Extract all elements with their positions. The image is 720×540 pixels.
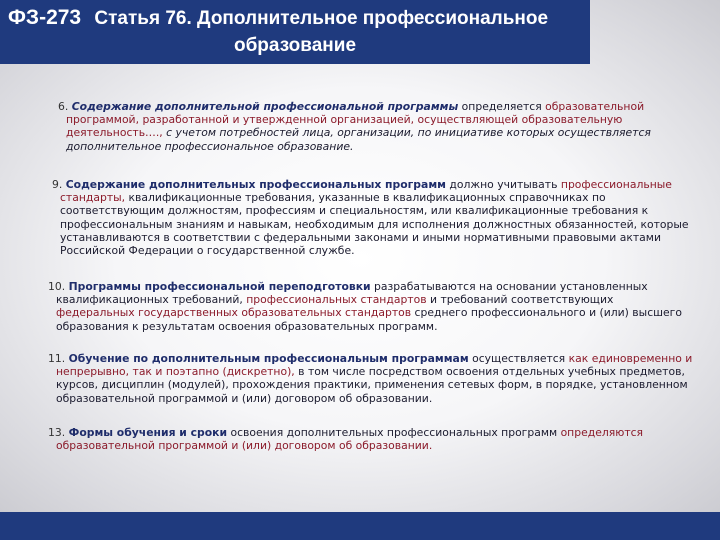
paragraph-highlight: образовательной программой, разработанной и утвержденной организацией, осуществляющей образовательную деятельность….,: [66, 100, 645, 140]
paragraph-heading: Содержание дополнительной профессиональной программы: [71, 100, 459, 113]
paragraph-number: 13.: [48, 426, 66, 439]
paragraph-highlight: определяются образовательной программой и (или) договором об образовании.: [56, 426, 644, 453]
law-code: ФЗ-273: [8, 6, 82, 29]
paragraph-6: [58, 100, 688, 153]
paragraph-heading: Формы обучения и сроки: [68, 426, 228, 439]
paragraph-highlight: профессиональные стандарты,: [60, 178, 672, 205]
paragraph-number: 9.: [52, 178, 63, 191]
paragraph-number: 10.: [48, 280, 66, 293]
paragraph-text: разрабатываются на основании установленных квалификационных требований,: [56, 280, 648, 307]
paragraph-heading: Программы профессиональной переподготовки: [68, 280, 371, 293]
paragraph-highlight: как единовременно и непрерывно, так и поэтапно (дискретно),: [56, 352, 693, 379]
article-number: Статья 76.: [94, 8, 192, 29]
paragraph-heading: Обучение по дополнительным профессиональным программам: [68, 352, 469, 365]
slide-title-line2: образование: [233, 35, 357, 56]
paragraph-number: 6.: [58, 100, 69, 113]
paragraph-text: в том числе посредством освоения отдельных учебных предметов, курсов, дисциплин (модулей), прохождения практики, применения сетевых форм, в порядке, установленном образовательной программой и (или) договором об образовании.: [56, 365, 688, 405]
paragraph-text: и требований соответствующих: [426, 293, 614, 307]
paragraph-10: [48, 280, 688, 333]
paragraph-text: освоения дополнительных профессиональных программ: [227, 426, 561, 439]
paragraph-text: должно учитывать: [445, 178, 561, 191]
paragraph-11: [48, 352, 696, 405]
paragraph-text: определяется: [458, 100, 546, 113]
paragraph-text: среднего профессионального и (или) высшего образования к результатам освоения образовательных программ.: [56, 306, 682, 333]
paragraph-text: квалификационные требования, указанные в квалификационных справочниках по соответствующим должностям, профессиям и специальностям, или квалификационные требования к профессиональным знаниям и навыкам, необходимым для исполнения должностных обязанностей, которые устанавливаются в соответствии с федеральными законами и иными нормативными правовыми актами Российской Федерации о государственной службе.: [60, 191, 689, 258]
title-rest: Дополнительное профессиональное: [197, 8, 549, 29]
title-bar: [0, 0, 590, 64]
bottom-bar: [0, 512, 720, 540]
paragraph-highlight: федеральных государственных образовательных стандартов: [56, 306, 412, 320]
paragraph-highlight: профессиональных стандартов: [246, 293, 427, 307]
paragraph-number: 11.: [48, 352, 66, 365]
paragraph-heading: Содержание дополнительных профессиональных программ: [65, 178, 446, 191]
paragraph-text: осуществляется: [468, 352, 569, 365]
paragraph-13: [48, 426, 688, 453]
paragraph-text: с учетом потребностей лица, организации, по инициативе которых осуществляется дополнительное профессиональное образование.: [66, 126, 651, 153]
paragraph-9: [52, 178, 690, 258]
slide-title-line1: [8, 6, 548, 30]
